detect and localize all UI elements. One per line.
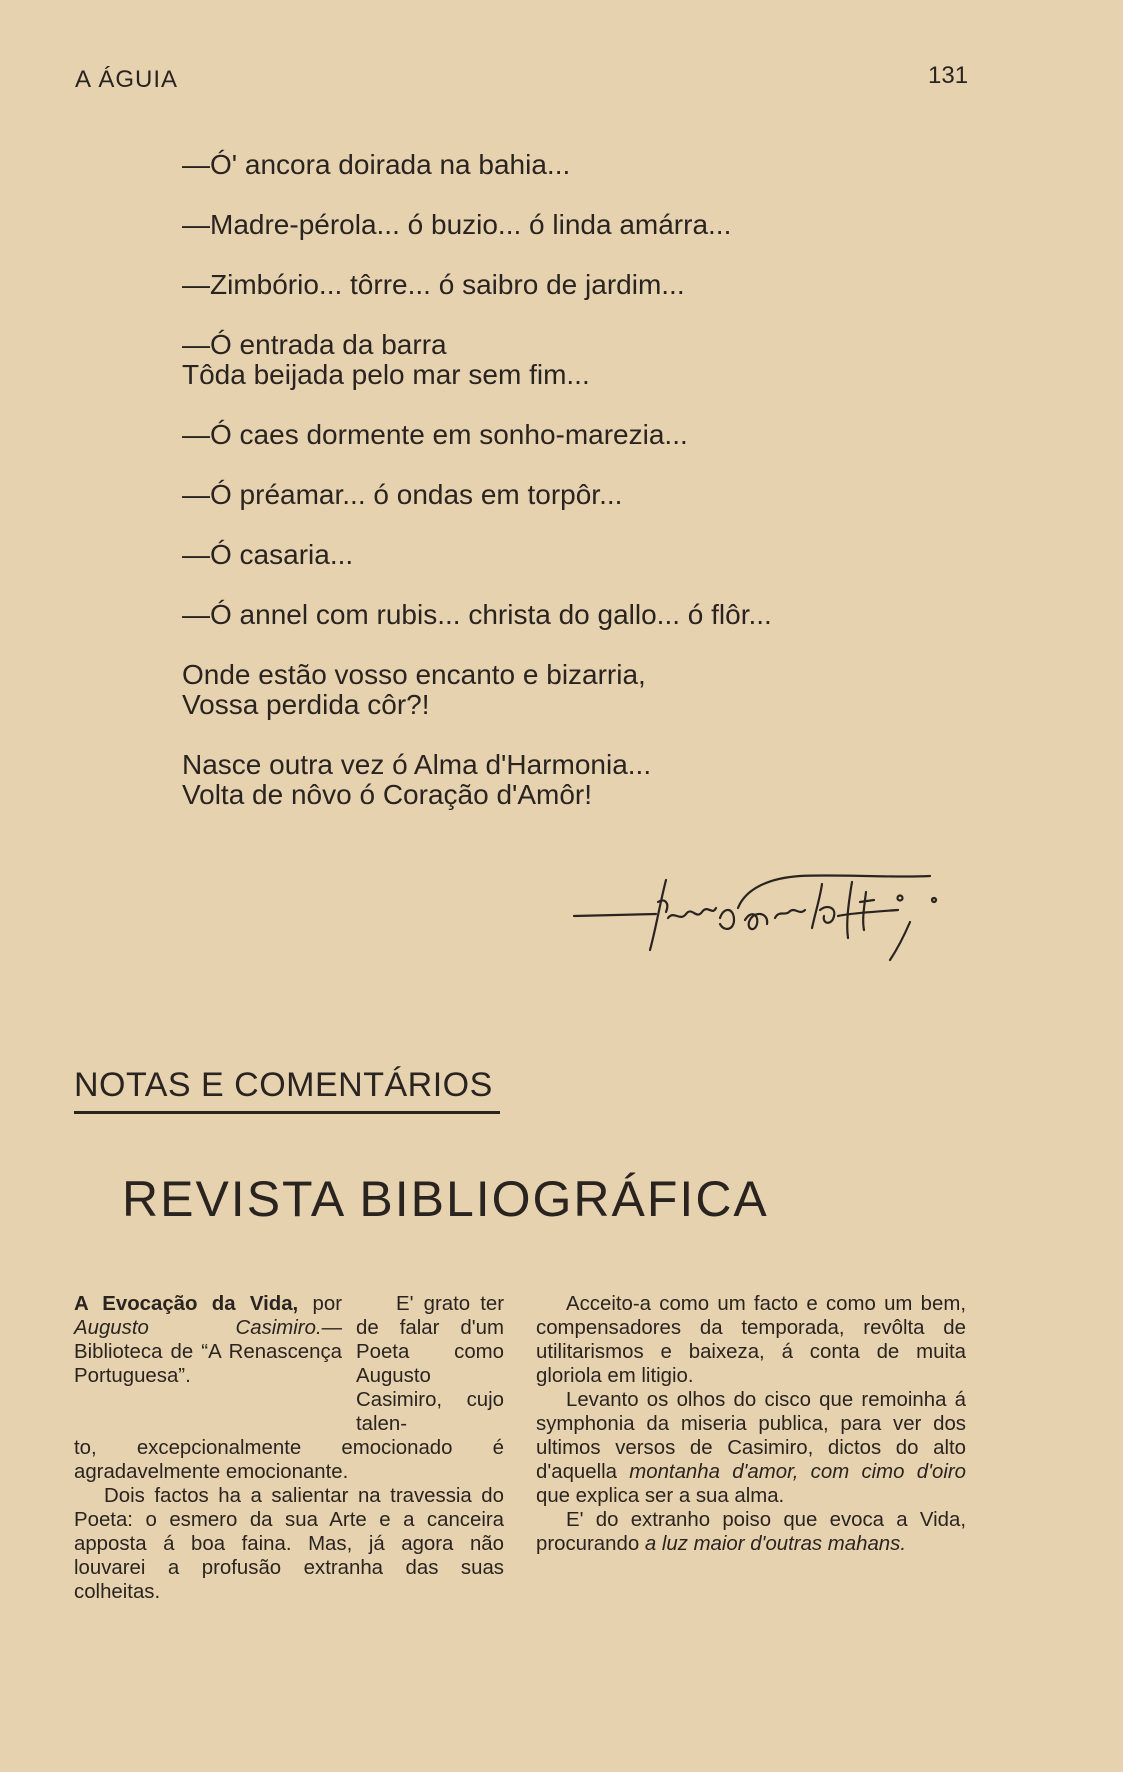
poem-line: Onde estão vosso encanto e bizarria,: [182, 659, 646, 690]
review-paragraph: Acceito-a como um facto e como um bem, compensadores da temporada, revôlta de utilitarismos e baixeza, á conta de muita gloriola em litigio.: [536, 1293, 966, 1387]
book-by: por: [298, 1293, 342, 1315]
poem-stanza: [182, 480, 1062, 510]
poem-line: —Zimbório... tôrre... ó saibro de jardim...: [182, 269, 685, 300]
book-author: Augusto Casimiro.: [74, 1317, 322, 1339]
poem-stanza: [182, 600, 1062, 630]
review-intro-text: E' grato ter de falar d'um Poeta como Augusto Casimiro, cujo talen-: [356, 1293, 504, 1435]
text-run-italic: montanha d'amor, com cimo d'oiro: [629, 1461, 966, 1483]
review-paragraph: [536, 1508, 966, 1556]
poem-stanza: [182, 150, 1062, 180]
running-head: A ÁGUIA: [75, 66, 179, 93]
review-paragraph: [536, 1388, 966, 1508]
poem-line: Vossa perdida côr?!: [182, 689, 430, 720]
text-run: Levanto os olhos do cisco que remoinha á symphonia da miseria publica, para ver dos ultimos versos de Casimiro, dictos do alto d'aquella: [536, 1389, 966, 1483]
poem-stanza: [182, 330, 1062, 390]
section-heading: NOTAS E COMENTÁRIOS: [74, 1066, 500, 1114]
review-column-left: [74, 1292, 504, 1604]
book-publisher: — Biblioteca de “A Renascença Portuguesa”.: [74, 1317, 342, 1387]
poem-line: Tôda beijada pelo mar sem fim...: [182, 359, 590, 390]
poem-line: —Ó caes dormente em sonho-marezia...: [182, 419, 688, 450]
poem-stanza: [182, 210, 1062, 240]
poem-line: —Ó' ancora doirada na bahia...: [182, 149, 571, 180]
poem: [182, 150, 1062, 840]
poem-line: Nasce outra vez ó Alma d'Harmonia...: [182, 749, 652, 780]
poem-stanza: [182, 270, 1062, 300]
review-title: REVISTA BIBLIOGRÁFICA: [122, 1171, 769, 1227]
review-paragraph: to, excepcionalmente emocionado é agradavelmente emocionante.: [74, 1437, 504, 1483]
text-run: E' do extranho poiso que evoca a Vida, procurando: [536, 1509, 966, 1555]
poem-stanza: [182, 660, 1062, 720]
poem-line: —Ó préamar... ó ondas em torpôr...: [182, 479, 623, 510]
poem-stanza: [182, 540, 1062, 570]
poem-line: —Ó annel com rubis... christa do gallo... ó flôr...: [182, 599, 772, 630]
poem-line: —Ó casaria...: [182, 539, 354, 570]
book-title: A Evocação da Vida,: [74, 1293, 299, 1315]
poem-line: —Madre-pérola... ó buzio... ó linda amárra...: [182, 209, 732, 240]
review-intro-float: [356, 1292, 504, 1436]
text-run-italic: a luz maior d'outras mahans.: [644, 1533, 906, 1555]
review-column-right: [536, 1292, 966, 1556]
review-paragraph: Dois factos ha a salientar na travessia do Poeta: o esmero da sua Arte e a canceira apposta á boa faina. Mas, já agora não louvarei a profusão extranha das suas colheitas.: [74, 1485, 504, 1603]
poem-stanza: [182, 420, 1062, 450]
poem-stanza: [182, 750, 1062, 810]
text-run: que explica ser a sua alma.: [536, 1485, 785, 1507]
page-number: 131: [928, 62, 969, 89]
poem-line: —Ó entrada da barra: [182, 329, 447, 360]
author-signature: [570, 858, 955, 970]
poem-line: Volta de nôvo ó Coração d'Amôr!: [182, 779, 593, 810]
